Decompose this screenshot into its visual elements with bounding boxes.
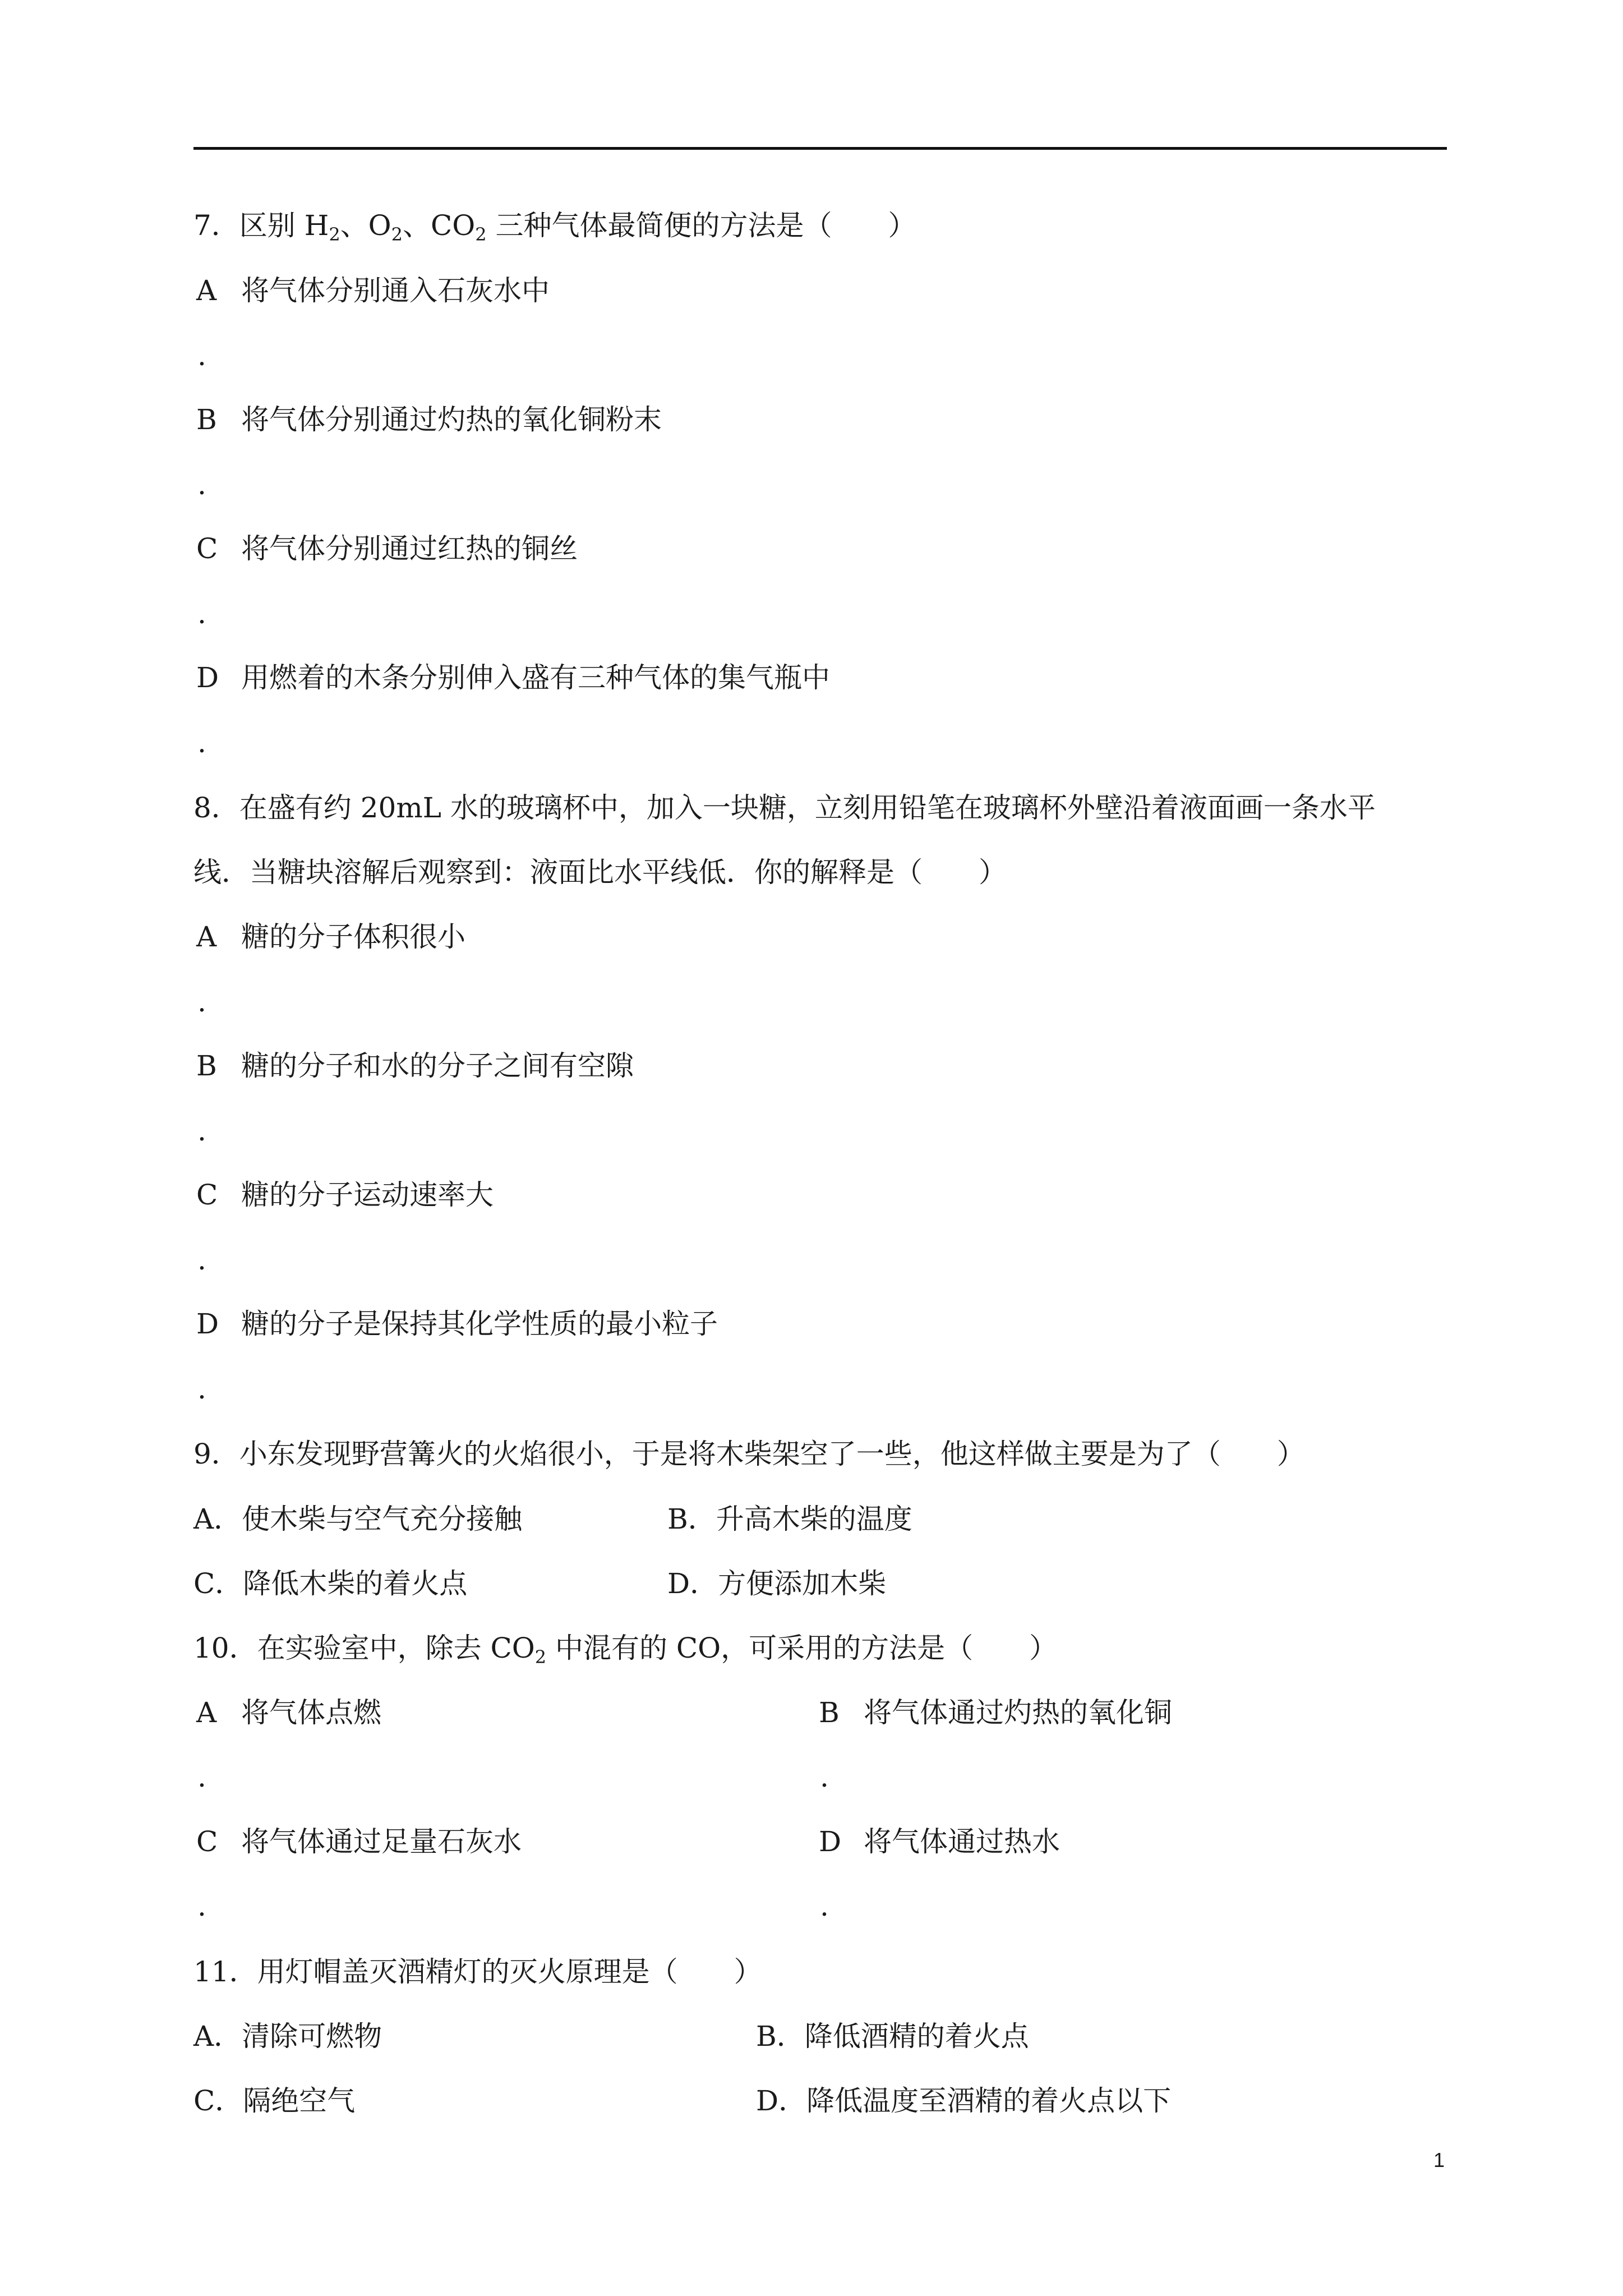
option-dot: .: [197, 597, 206, 630]
question-9-option-a[interactable]: A．使木柴与空气充分接触: [193, 1503, 523, 1535]
question-8-option-b[interactable]: B 糖的分子和水的分子之间有空隙: [196, 1050, 634, 1082]
question-9-option-d[interactable]: D．方便添加木柴: [667, 1567, 887, 1600]
question-7-option-d[interactable]: D 用燃着的木条分别伸入盛有三种气体的集气瓶中: [196, 661, 830, 694]
option-dot: .: [197, 986, 206, 1018]
question-10-option-c[interactable]: C 将气体通过足量石灰水: [196, 1825, 522, 1858]
question-9-option-b[interactable]: B．升高木柴的温度: [667, 1503, 912, 1535]
page-number: 1: [1433, 2148, 1445, 2171]
option-dot: .: [197, 468, 206, 501]
option-dot: .: [197, 1890, 206, 1922]
question-11-option-a[interactable]: A．清除可燃物: [193, 2020, 382, 2053]
question-8-stem-line-1: 8．在盛有约 20mL 水的玻璃杯中，加入一块糖，立刻用铅笔在玻璃杯外壁沿着液面画一条水平: [193, 792, 1376, 824]
option-dot: .: [820, 1761, 829, 1793]
option-dot: .: [197, 726, 206, 759]
question-10-option-d[interactable]: D 将气体通过热水: [819, 1825, 1060, 1858]
question-9-stem: 9．小东发现野营篝火的火焰很小，于是将木柴架空了一些，他这样做主要是为了（ ）: [193, 1438, 1305, 1470]
question-8-option-d[interactable]: D 糖的分子是保持其化学性质的最小粒子: [196, 1308, 718, 1340]
question-7-option-a[interactable]: A 将气体分别通入石灰水中: [196, 274, 550, 307]
question-7-option-c[interactable]: C 将气体分别通过红热的铜丝: [196, 532, 578, 565]
question-11-stem: 11．用灯帽盖灭酒精灯的灭火原理是（ ）: [193, 1955, 762, 1988]
question-10-option-a[interactable]: A 将气体点燃: [196, 1696, 381, 1729]
option-dot: .: [197, 1244, 206, 1276]
question-8-option-a[interactable]: A 糖的分子体积很小: [196, 921, 465, 953]
option-dot: .: [197, 1373, 206, 1405]
question-9-option-c[interactable]: C．降低木柴的着火点: [193, 1567, 468, 1600]
question-10-option-b[interactable]: B 将气体通过灼热的氧化铜: [819, 1696, 1172, 1729]
question-7-stem: 7．区别 $H_2$、$O_2$、$CO_2$ 三种气体最简便的方法是（ ）: [193, 209, 916, 245]
option-dot: .: [820, 1890, 829, 1922]
question-7-option-b[interactable]: B 将气体分别通过灼热的氧化铜粉末: [196, 403, 662, 436]
question-11-option-c[interactable]: C．隔绝空气: [193, 2085, 356, 2117]
header-rule: [193, 147, 1447, 150]
question-8-option-c[interactable]: C 糖的分子运动速率大: [196, 1179, 494, 1211]
question-10-stem: 10．在实验室中，除去 $CO_2$ 中混有的 CO，可采用的方法是（ ）: [193, 1632, 1058, 1668]
question-11-option-b[interactable]: B．降低酒精的着火点: [756, 2020, 1029, 2053]
option-dot: .: [197, 1761, 206, 1793]
question-8-stem-line-2: 线．当糖块溶解后观察到：液面比水平线低．你的解释是（ ）: [193, 856, 1007, 889]
option-dot: .: [197, 339, 206, 372]
option-dot: .: [197, 1115, 206, 1147]
question-11-option-d[interactable]: D．降低温度至酒精的着火点以下: [756, 2085, 1172, 2117]
